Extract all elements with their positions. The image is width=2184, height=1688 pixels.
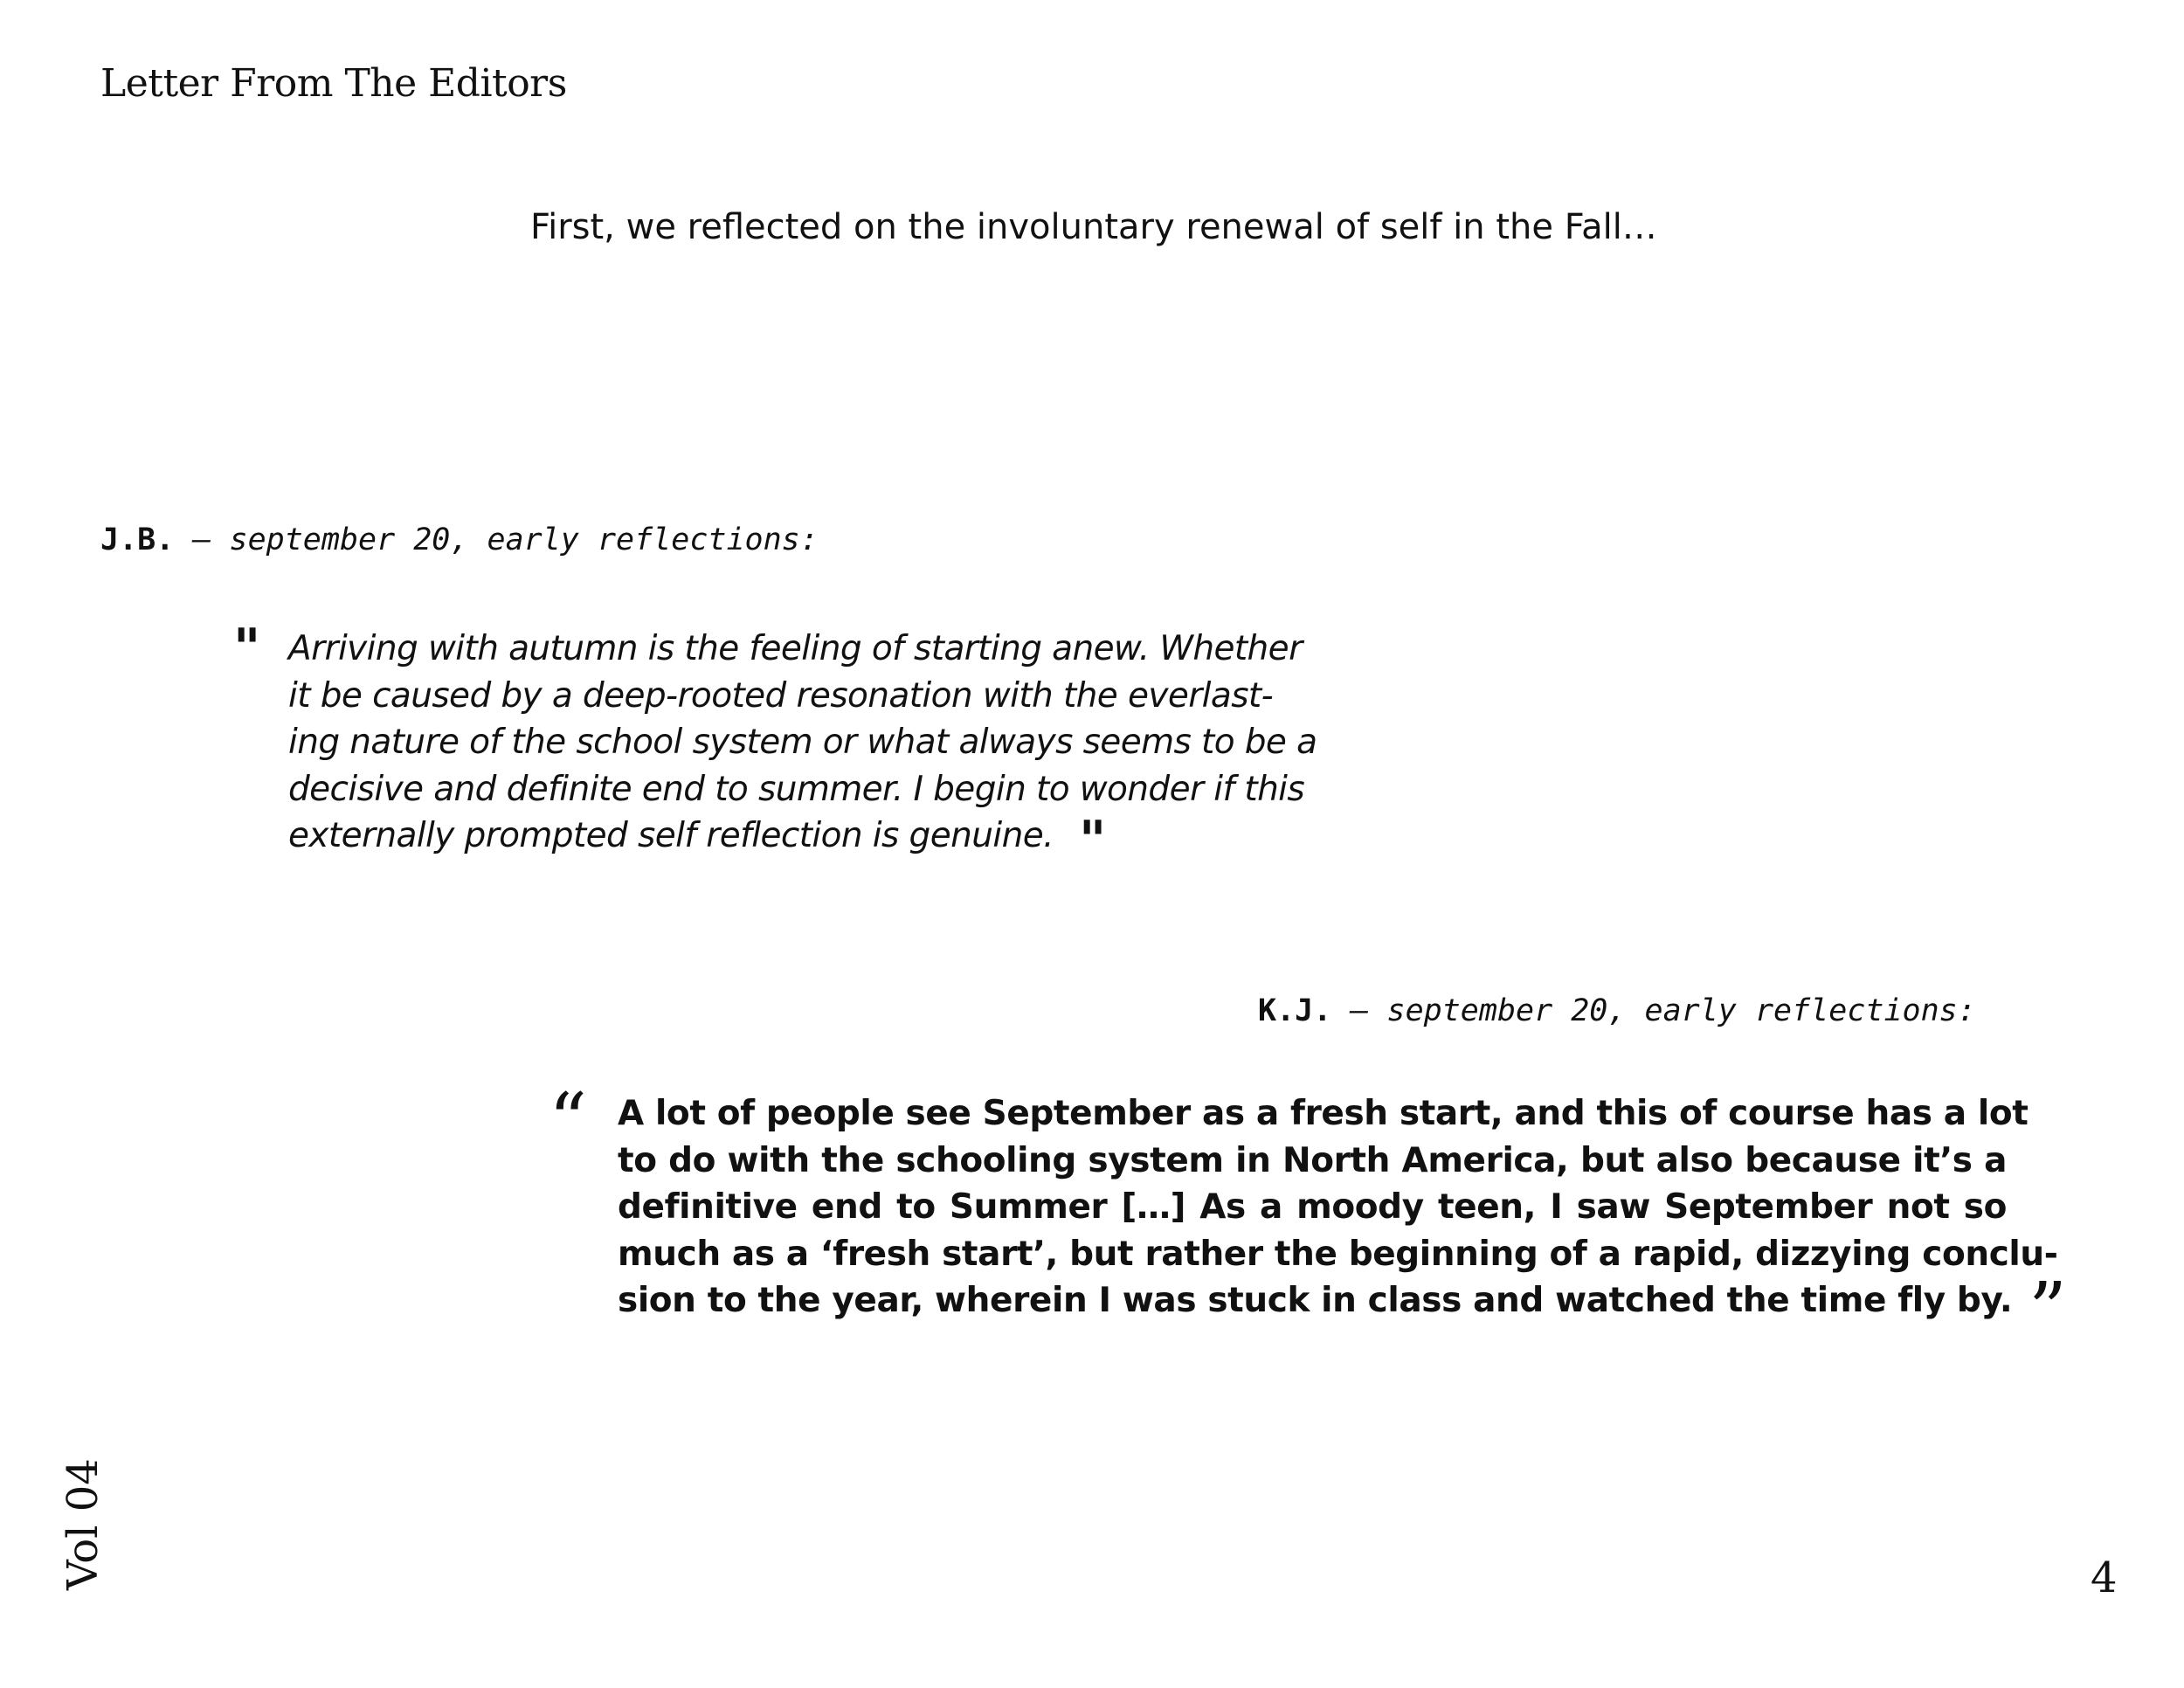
intro-text: First, we reflected on the involuntary renewal of self in the Fall… (530, 207, 1657, 247)
running-title: Letter From The Editors (100, 61, 567, 106)
attribution-initials: J.B. (100, 522, 175, 557)
open-quote-mark: “ (549, 1077, 587, 1165)
quote-line: A lot of people see September as a fresh start, and this of course has a lot (618, 1094, 2028, 1133)
close-quote-mark: " (1079, 810, 1107, 871)
attribution-date-note: – september 20, early reflections: (192, 522, 819, 557)
quote-line: sion to the year, wherein I was stuck in class and watched the time fly by. (618, 1281, 2013, 1320)
attribution-jb (100, 522, 819, 557)
page-number: 4 (2091, 1553, 2118, 1602)
attribution-date-note: – september 20, early reflections: (1350, 993, 1976, 1028)
quote-line: much as a ‘fresh start’, but rather the beginning of a rapid, dizzying conclu- (618, 1234, 2058, 1274)
quote-line: to do with the schooling system in North America, but also because it’s a (618, 1140, 2007, 1180)
quote-line: it be caused by a deep-rooted resonation with the everlast- (288, 675, 1274, 716)
open-quote-mark: " (233, 618, 261, 679)
quote-line: decisive and definite end to summer. I begin to wonder if this (288, 769, 1305, 809)
quote-kj (618, 1090, 2058, 1325)
quote-line: definitive end to Summer […] As a moody teen, I saw September not so (618, 1187, 2007, 1227)
volume-label: Vol 04 (59, 1458, 107, 1590)
quote-jb (288, 626, 1319, 860)
close-quote-mark: ” (2028, 1267, 2067, 1354)
attribution-kj (1258, 993, 1976, 1028)
quote-line: externally prompted self reflection is genuine. (288, 816, 1054, 855)
quote-line: Arriving with autumn is the feeling of starting anew. Whether (288, 629, 1303, 668)
quote-line: ing nature of the school system or what always seems to be a (288, 723, 1317, 762)
attribution-initials: K.J. (1258, 993, 1332, 1028)
